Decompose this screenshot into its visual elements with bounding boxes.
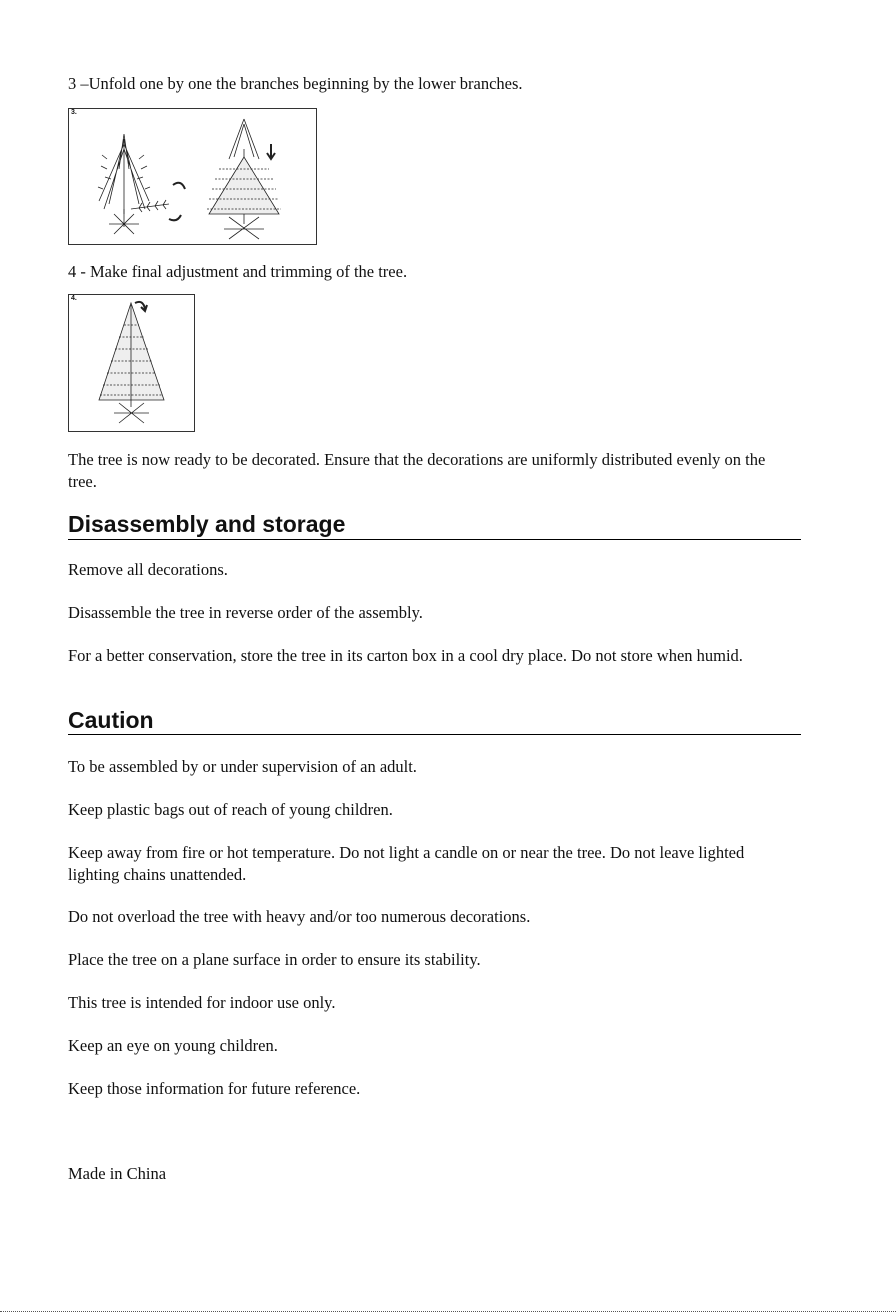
caution-item: This tree is intended for indoor use only. xyxy=(68,993,336,1012)
caution-item: To be assembled by or under supervision of an adult. xyxy=(68,757,417,776)
disassembly-heading: Disassembly and storage xyxy=(68,511,346,537)
ready-paragraph: The tree is now ready to be decorated. Ensure that the decorations are uniformly distributed evenly on the tree. xyxy=(68,450,766,491)
step-4-text: 4 - Make final adjustment and trimming of the tree. xyxy=(68,262,408,281)
caution-item: Keep away from fire or hot temperature. Do not light a candle on or near the tree. Do not leave lighted lighting chains unattended. xyxy=(68,843,745,884)
caution-item: Do not overload the tree with heavy and/or too numerous decorations. xyxy=(68,907,531,926)
figure-3-number: 3. xyxy=(71,109,77,116)
disassembly-rule xyxy=(68,539,801,540)
caution-heading: Caution xyxy=(68,707,154,733)
disassembly-p2: Disassemble the tree in reverse order of the assembly. xyxy=(68,603,423,622)
caution-item: Place the tree on a plane surface in order to ensure its stability. xyxy=(68,950,481,969)
caution-item: Keep plastic bags out of reach of young children. xyxy=(68,800,393,819)
figure-4-final-adjustment xyxy=(68,294,195,432)
tree-unfold-illustration xyxy=(69,109,316,244)
step-3-text: 3 –Unfold one by one the branches beginning by the lower branches. xyxy=(68,74,523,93)
caution-rule xyxy=(68,734,801,735)
caution-item: Keep those information for future reference. xyxy=(68,1079,361,1098)
caution-item: Keep an eye on young children. xyxy=(68,1036,278,1055)
disassembly-p1: Remove all decorations. xyxy=(68,560,228,579)
made-in-label: Made in China xyxy=(68,1164,167,1183)
disassembly-p3: For a better conservation, store the tree in its carton box in a cool dry place. Do not store when humid. xyxy=(68,646,743,665)
page-bottom-divider xyxy=(0,1311,896,1312)
figure-4-number: 4. xyxy=(71,295,77,302)
trimmed-tree-illustration xyxy=(69,295,194,431)
figure-3-unfold-branches xyxy=(68,108,317,245)
